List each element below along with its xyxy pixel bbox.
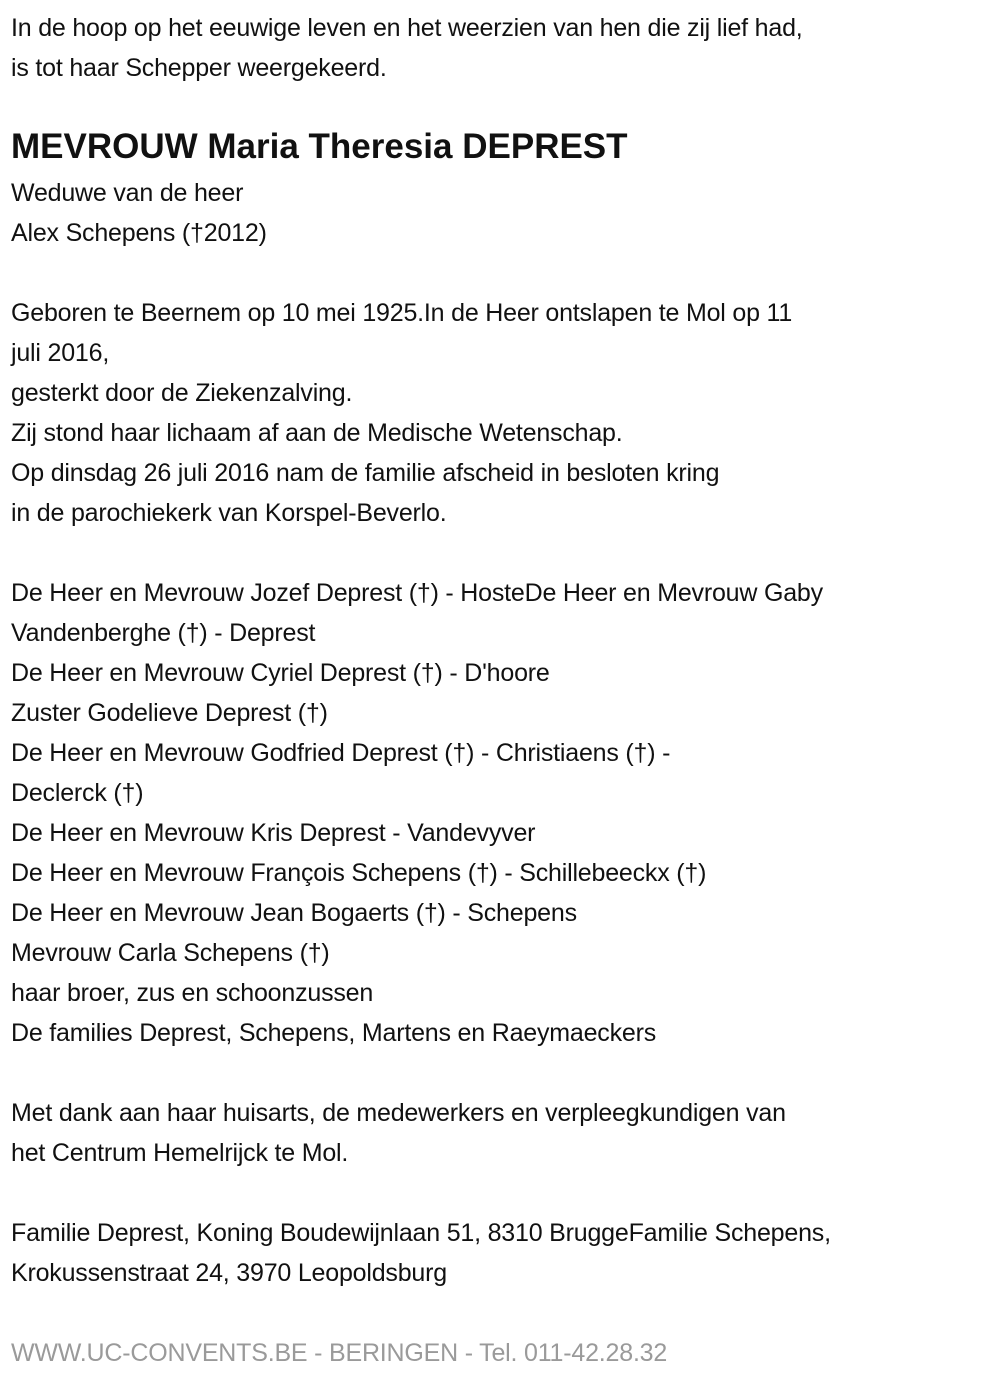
address <box>11 1213 1000 1293</box>
thanks-line: Met dank aan haar huisarts, de medewerkers en verpleegkundigen van <box>11 1099 786 1127</box>
details-line: gesterkt door de Ziekenzalving. <box>11 379 353 407</box>
spouse-line: Alex Schepens (†2012) <box>11 219 267 247</box>
spouse-line: Weduwe van de heer <box>11 179 244 207</box>
details-line: Zij stond haar lichaam af aan de Medische Wetenschap. <box>11 419 623 447</box>
intro-line: is tot haar Schepper weergekeerd. <box>11 54 387 82</box>
thanks <box>11 1093 1000 1173</box>
details-line: Op dinsdag 26 juli 2016 nam de familie afscheid in besloten kring <box>11 459 720 487</box>
funeral-home-footer: WWW.UC-CONVENTS.BE - BERINGEN - Tel. 011-42.28.32 <box>11 1339 668 1367</box>
deceased-name: MEVROUW Maria Theresia DEPREST <box>11 127 628 166</box>
family-line: De Heer en Mevrouw Godfried Deprest (†) - Christiaens (†) - <box>11 739 671 767</box>
details-line: juli 2016, <box>11 339 110 367</box>
family-line: De Heer en Mevrouw Jean Bogaerts (†) - Schepens <box>11 899 577 927</box>
family-line: De Heer en Mevrouw Jozef Deprest (†) - HosteDe Heer en Mevrouw Gaby <box>11 579 823 607</box>
family-line: Zuster Godelieve Deprest (†) <box>11 699 328 727</box>
details-line: in de parochiekerk van Korspel-Beverlo. <box>11 499 447 527</box>
family-line: De families Deprest, Schepens, Martens en Raeymaeckers <box>11 1019 657 1047</box>
intro-line: In de hoop op het eeuwige leven en het weerzien van hen die zij lief had, <box>11 14 803 42</box>
family-line: Vandenberghe (†) - Deprest <box>11 619 316 647</box>
thanks-line: het Centrum Hemelrijck te Mol. <box>11 1139 349 1167</box>
address-line: Familie Deprest, Koning Boudewijnlaan 51, 8310 BruggeFamilie Schepens, <box>11 1219 831 1247</box>
address-line: Krokussenstraat 24, 3970 Leopoldsburg <box>11 1259 447 1287</box>
family-line: haar broer, zus en schoonzussen <box>11 979 374 1007</box>
intro <box>11 8 1000 88</box>
family-line: Declerck (†) <box>11 779 144 807</box>
family-line: Mevrouw Carla Schepens (†) <box>11 939 330 967</box>
family-line: De Heer en Mevrouw Cyriel Deprest (†) - D'hoore <box>11 659 550 687</box>
family-list <box>11 573 1000 1053</box>
family-line: De Heer en Mevrouw François Schepens (†) - Schillebeeckx (†) <box>11 859 707 887</box>
details-line: Geboren te Beernem op 10 mei 1925.In de Heer ontslapen te Mol op 11 <box>11 299 793 327</box>
family-line: De Heer en Mevrouw Kris Deprest - Vandevyver <box>11 819 536 847</box>
details <box>11 293 1000 533</box>
